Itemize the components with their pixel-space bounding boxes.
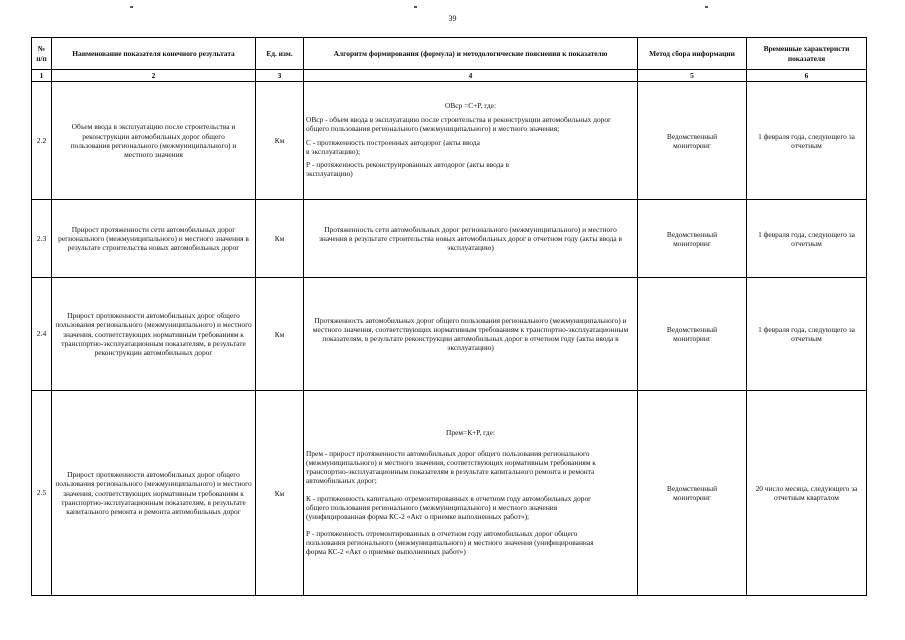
indicator-name: Прирост протяженности сети автомобильных дорог регионального (межмуниципального) и местного значения в результате строительства новых автомобильных дорог [52,200,256,278]
scan-speck [705,6,708,8]
algorithm-cell [304,82,638,200]
table-row [32,82,867,200]
scan-speck [414,6,417,8]
table-row [32,278,867,391]
column-index: 6 [747,70,867,82]
formula-explanation: Прем - прирост протяженности автомобильных дорог общего пользования регионального (межмуниципального) и местного значения, соответствующих нормативным требованиям к транспортно-эксплуатационным показателям в результате капитального ремонта и ремонта автомобильных дорог; [306,449,596,486]
collection-method: Ведомственный мониторинг [638,278,747,391]
row-number: 2.2 [32,82,52,200]
algorithm-text: Протяженность сети автомобильных дорог регионального (межмуниципального) и местного значения в результате строительства новых автомобильных дорог в отчетном году (акты ввода в эксплуатацию) [304,200,638,278]
column-index: 2 [52,70,256,82]
column-index: 1 [32,70,52,82]
formula: Прем=К+Р, где: [446,428,495,438]
algorithm-cell [304,391,638,596]
header-algorithm: Алгоритм формирования (формула) и методологические пояснения к показателю [304,38,638,70]
formula: ОВср =С+Р, где: [445,101,496,111]
timing: 1 февраля года, следующего за отчетным [747,200,867,278]
header-timing: Временные характеристи показателя [747,38,867,70]
header-indicator-name: Наименование показателя конечного результата [52,38,256,70]
indicator-name: Объем ввода в эксплуатацию после строительства и реконструкции автомобильных дорог общего пользования регионального (межмуниципального) и местного значения [52,82,256,200]
algorithm-text: Протяженность автомобильных дорог общего пользования регионального (межмуниципального) и местного значения, соответствующих нормативным требованиям к транспортно-эксплуатационным показателям, в результате реконструкции автомобильных дорог в отчетном году (акты ввода в эксплуатацию) [304,278,638,391]
column-index: 5 [638,70,747,82]
header-row [32,38,867,70]
indicator-name: Прирост протяженности автомобильных дорог общего пользования регионального (межмуниципального) и местного значения, соответствующих нормативным требованиям к транспортно-эксплуатационным показателям, в результате реконструкции автомобильных дорог [52,278,256,391]
header-unit: Ед. изм. [256,38,304,70]
unit: Км [256,200,304,278]
timing: 20 число месяца, следующего за отчетным кварталом [747,391,867,596]
unit: Км [256,391,304,596]
collection-method: Ведомственный мониторинг [638,82,747,200]
indicators-table [31,37,867,596]
unit: Км [256,82,304,200]
collection-method: Ведомственный мониторинг [638,391,747,596]
page-number: 39 [448,14,457,23]
header-number: № п/п [32,38,52,70]
row-number: 2.4 [32,278,52,391]
formula-explanation: Р - протяженность реконструированных автодорог (акты ввода в эксплуатацию) [306,159,510,178]
row-number: 2.3 [32,200,52,278]
unit: Км [256,278,304,391]
header-method: Метод сбора информации [638,38,747,70]
timing: 1 февраля года, следующего за отчетным [747,82,867,200]
formula-explanation: ОВср - объем ввода в эксплуатацию после строительства и реконструкции автомобильных дорог общего пользования регионального (межмуниципального) и местного значения; [306,115,612,134]
column-index-row [32,70,867,82]
row-number: 2.5 [32,391,52,596]
timing: 1 февраля года, следующего за отчетным [747,278,867,391]
formula-explanation: К - протяженность капитально отремонтированных в отчетном году автомобильных дорог общего пользования регионального (межмуниципального) и местного значения (унифицированная форма КС-2 «Акт о приемке выполненных работ»); [306,493,592,521]
collection-method: Ведомственный мониторинг [638,200,747,278]
table-row [32,200,867,278]
formula-explanation: С - протяженность построенных автодорог (акты ввода в эксплуатацию); [306,137,480,156]
column-index: 4 [304,70,638,82]
scan-speck [130,6,133,8]
table-row [32,391,867,596]
formula-explanation: Р - протяженность отремонтированных в отчетном году автомобильных дорог общего пользования регионального (межмуниципального) и местного значения (унифицированная форма КС-2 «Акт о приемке выполненных работ») [306,528,594,556]
indicator-name: Прирост протяженности автомобильных дорог общего пользования регионального (межмуниципального) и местного значения, соответствующих нормативным требованиям к транспортно-эксплуатационным показателям, в результате капитального ремонта и ремонта автомобильных дорог [52,391,256,596]
column-index: 3 [256,70,304,82]
